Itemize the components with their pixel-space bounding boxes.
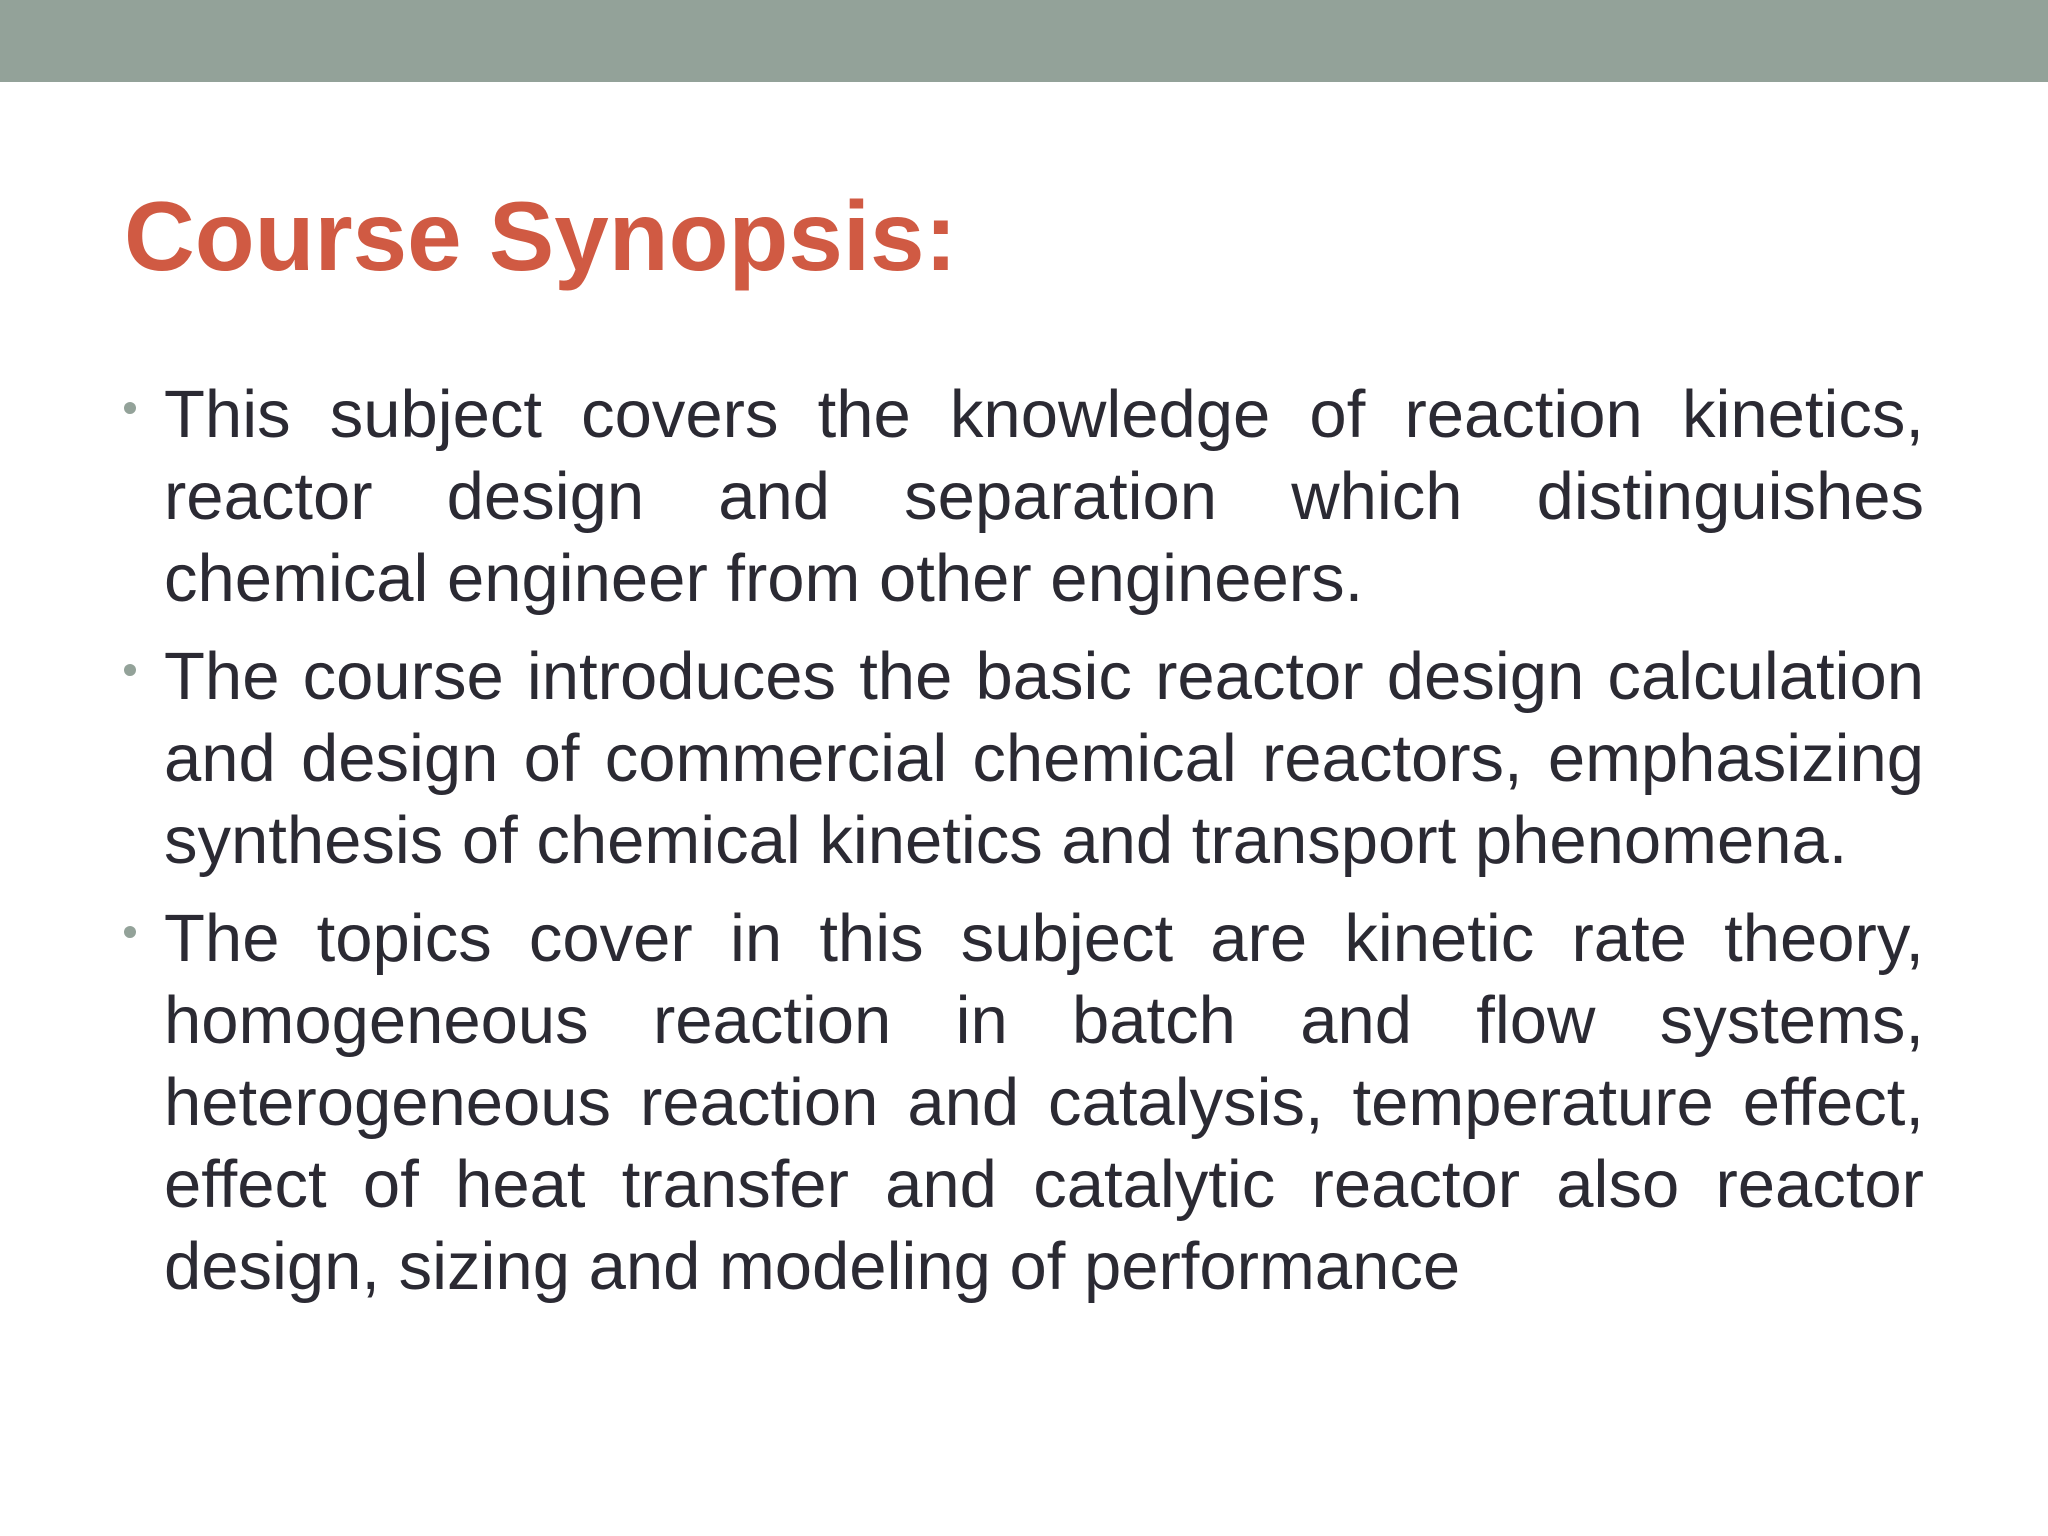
slide-title: Course Synopsis: xyxy=(124,181,958,291)
header-bar xyxy=(0,0,2048,82)
bullet-item xyxy=(124,898,1924,1308)
bullet-dot-icon xyxy=(124,402,136,414)
bullet-item xyxy=(124,636,1924,882)
bullet-text: The course introduces the basic reactor design calculation and design of commercial chemical reactors, emphasizing synthesis of chemical kinetics and transport phenomena. xyxy=(164,639,1924,878)
bullet-text: This subject covers the knowledge of reaction kinetics, reactor design and separation which distinguishes chemical engineer from other engineers. xyxy=(164,377,1924,616)
bullet-dot-icon xyxy=(124,926,136,938)
bullet-dot-icon xyxy=(124,664,136,676)
bullet-text: The topics cover in this subject are kinetic rate theory, homogeneous reaction in batch and flow systems, heterogeneous reaction and catalysis, temperature effect, effect of heat transfer and catalytic reactor also reactor design, sizing and modeling of performance xyxy=(164,901,1924,1304)
bullet-item xyxy=(124,374,1924,620)
bullet-list xyxy=(124,374,1924,1324)
